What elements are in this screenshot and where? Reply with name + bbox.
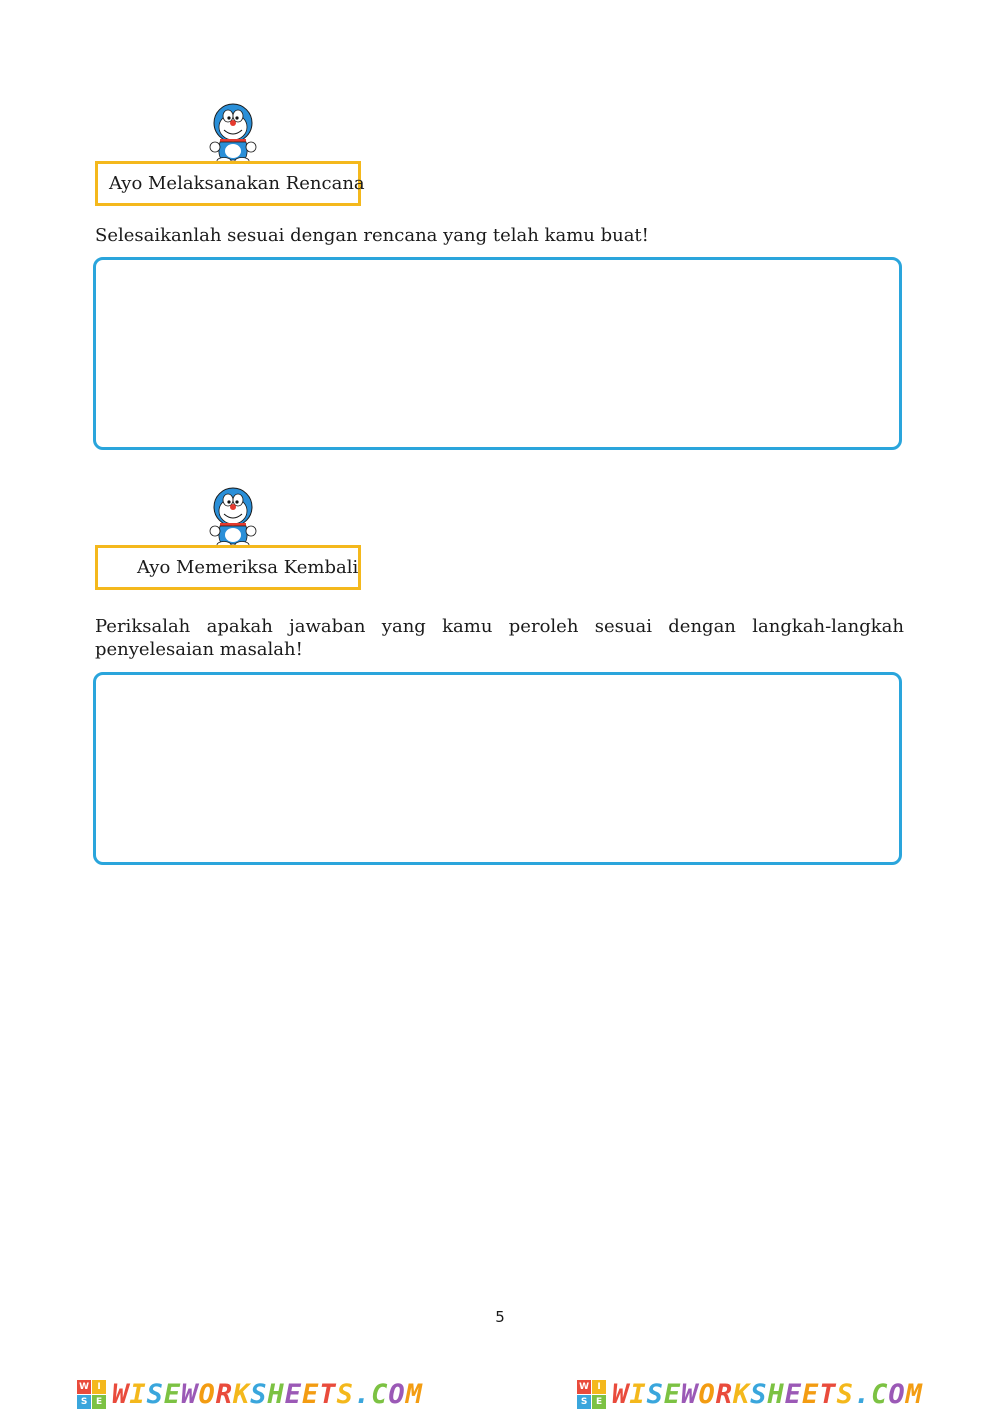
wise-logo-icon [577,1380,606,1409]
brand-letter: I [129,1379,147,1410]
instruction-text: Periksalah apakah jawaban yang kamu peroleh sesuai dengan langkah-langkah penyelesaian masalah! [95,616,904,660]
brand-letter: E [784,1379,803,1410]
brand-text [612,1379,923,1410]
brand-letter: E [163,1379,182,1410]
brand-letter: H [767,1379,785,1410]
brand-letter: S [750,1379,768,1410]
brand-letter: W [112,1379,130,1410]
brand-letter: M [905,1379,923,1410]
brand-letter: R [715,1379,733,1410]
answer-box-memeriksa[interactable] [93,672,902,865]
brand-letter: S [146,1379,164,1410]
brand-watermark [77,1379,423,1410]
logo-letter: W [77,1380,91,1394]
logo-letter: E [592,1395,606,1409]
brand-letter: S [836,1379,854,1410]
brand-letter: R [215,1379,233,1410]
brand-letter: E [302,1379,320,1410]
instruction-text: Selesaikanlah sesuai dengan rencana yang telah kamu buat! [95,225,649,246]
section-label-melaksanakan [95,161,365,206]
brand-letter: I [629,1379,647,1410]
logo-letter: S [577,1395,591,1409]
brand-watermark [577,1379,923,1410]
wise-logo-icon [77,1380,106,1409]
brand-letter: S [250,1379,268,1410]
brand-letter: T [319,1379,337,1410]
logo-letter: E [92,1395,106,1409]
logo-letter: S [77,1395,91,1409]
doraemon-mascot-icon [203,487,257,549]
brand-text [112,1379,423,1410]
brand-letter: O [198,1379,216,1410]
answer-input-memeriksa[interactable] [96,675,899,862]
brand-letter: O [388,1379,406,1410]
brand-letter: K [232,1379,251,1410]
brand-letter: T [819,1379,837,1410]
footer-watermark [0,1376,1000,1413]
section-label-text: Ayo Memeriksa Kembali [137,557,359,578]
brand-letter: W [181,1379,199,1410]
doraemon-mascot-icon [203,103,257,165]
brand-letter: K [732,1379,751,1410]
brand-letter: W [681,1379,699,1410]
brand-letter: O [888,1379,906,1410]
brand-letter: O [698,1379,716,1410]
brand-letter: M [405,1379,423,1410]
brand-letter: E [663,1379,682,1410]
brand-letter: . [353,1379,372,1410]
brand-letter: S [336,1379,354,1410]
brand-letter: E [802,1379,820,1410]
brand-letter: C [871,1379,889,1410]
logo-letter: I [92,1380,106,1394]
logo-letter: W [577,1380,591,1394]
answer-box-rencana[interactable] [93,257,902,450]
brand-letter: . [853,1379,872,1410]
page-number: 5 [495,1308,505,1326]
brand-letter: C [371,1379,389,1410]
brand-letter: W [612,1379,630,1410]
brand-letter: H [267,1379,285,1410]
logo-letter: I [592,1380,606,1394]
brand-letter: S [646,1379,664,1410]
section-label-memeriksa [95,545,361,590]
brand-letter: E [284,1379,303,1410]
section-label-text: Ayo Melaksanakan Rencana [109,173,365,194]
answer-input-rencana[interactable] [96,260,899,447]
